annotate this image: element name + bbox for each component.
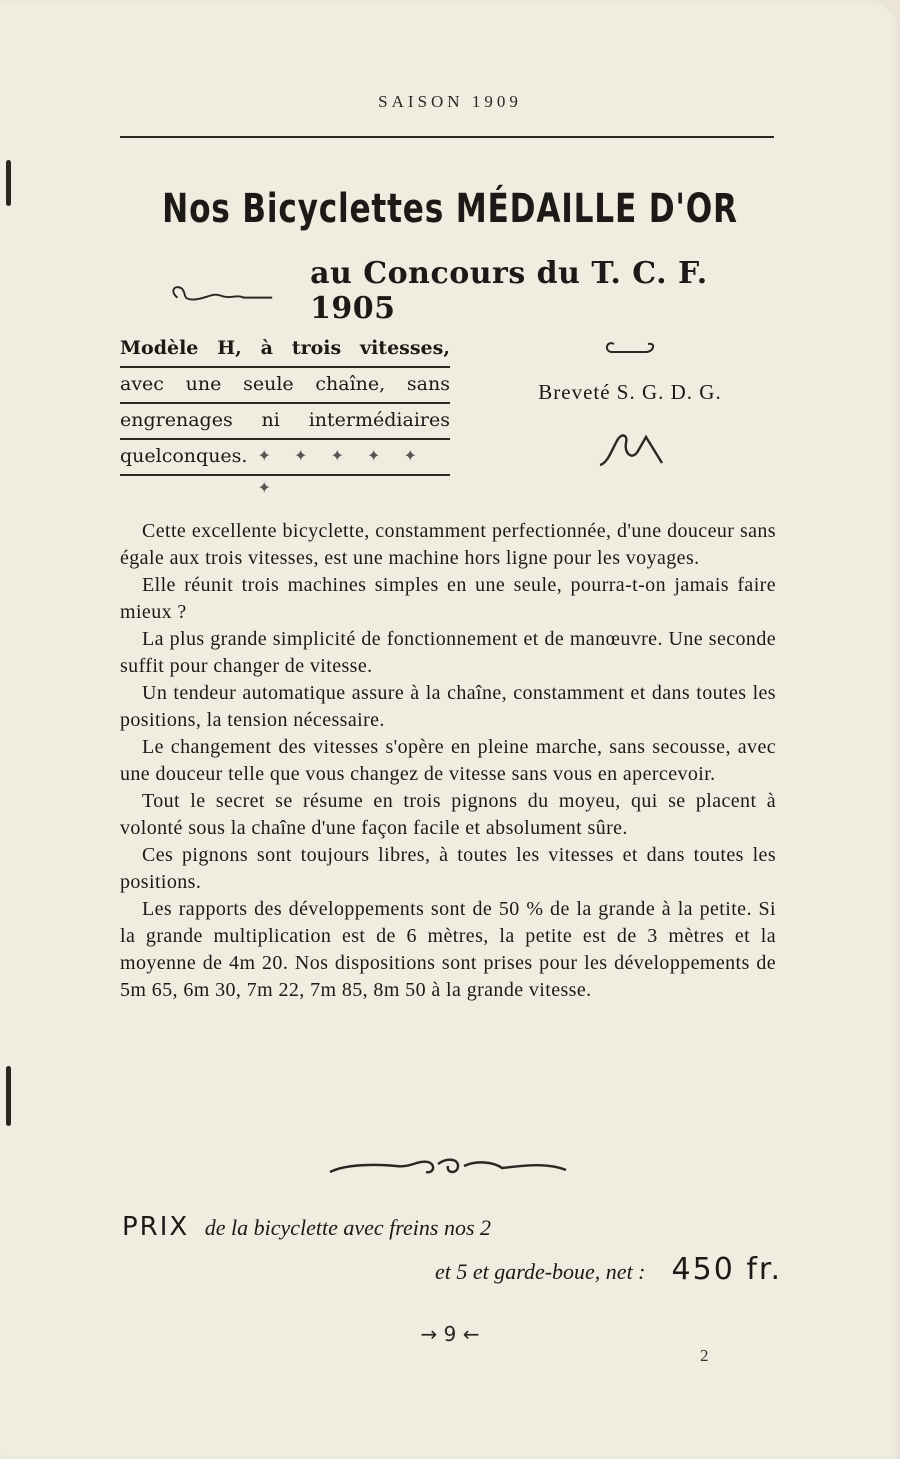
price-line — [122, 1252, 782, 1287]
running-header: SAISON 1909 — [378, 92, 522, 111]
paragraph: Le changement des vitesses s'opère en pleine marche, sans secousse, avec une douceur telle que vous changez de vitesse sans vous en apercevoir. — [120, 736, 776, 785]
subtitle-row — [168, 256, 778, 326]
word: une — [185, 373, 222, 395]
word: intermédiaires — [308, 409, 450, 431]
paragraph: La plus grande simplicité de fonctionnement et de manœuvre. Une seconde suffit pour changer de vitesse. — [120, 628, 776, 677]
flourish-ornament-icon — [592, 429, 668, 469]
divider-ornament-icon — [326, 1152, 570, 1182]
paragraph: Cette excellente bicyclette, constamment perfectionnée, d'une douceur sans égale aux trois vitesses, est une machine hors ligne pour les voyages. — [120, 520, 776, 569]
model-line — [120, 332, 450, 368]
word: chaîne, — [315, 373, 386, 395]
model-line — [120, 368, 450, 404]
model-description — [120, 332, 450, 497]
patent-notice: Breveté S. G. D. G. — [538, 380, 722, 404]
word: trois — [291, 337, 342, 359]
swash-ornament-icon — [168, 278, 274, 304]
binding-mark — [6, 1066, 11, 1126]
paragraph: Tout le secret se résume en trois pignons du moyeu, qui se placent à volonté sous la chaîne d'une façon facile et absolument sûre. — [120, 790, 776, 839]
page-number: → 9 ← — [420, 1322, 480, 1346]
binding-mark — [6, 160, 11, 206]
word: quelconques. — [120, 445, 248, 467]
price-description: et 5 et garde-boue, net : — [434, 1259, 646, 1284]
signature-mark: 2 — [700, 1346, 709, 1365]
word: Modèle — [120, 337, 199, 359]
word: seule — [243, 373, 294, 395]
patent-block — [520, 336, 740, 469]
word: avec — [120, 373, 164, 395]
word: vitesses, — [360, 337, 450, 359]
paragraph: Elle réunit trois machines simples en une seule, pourra-t-on jamais faire mieux ? — [120, 574, 776, 623]
paragraph: Ces pignons sont toujours libres, à toutes les vitesses et dans toutes les positions. — [120, 844, 776, 893]
paragraph: Les rapports des développements sont de 50 % de la grande à la petite. Si la grande multiplication est de 6 mètres, la petite est de 3 mètres et la moyenne de 4m 20. Nos dispositions sont prises pour les développements de 5m 65, 6m 30, 7m 22, 7m 85, 8m 50 à la grande vitesse. — [120, 898, 776, 1001]
word: engrenages — [120, 409, 233, 431]
page-title: Nos Bicyclettes MÉDAILLE D'OR — [162, 186, 738, 232]
price-block — [122, 1212, 782, 1287]
subtitle: au Concours du T. C. F. 1905 — [310, 256, 708, 326]
paragraph: Un tendeur automatique assure à la chaîne, constamment et dans toutes les positions, la tension nécessaire. — [120, 682, 776, 731]
star-ornament-icon: ✦ ✦ ✦ ✦ ✦ ✦ — [257, 446, 426, 497]
word: sans — [406, 373, 450, 395]
price-line — [122, 1212, 782, 1242]
scroll-ornament-icon — [600, 336, 660, 358]
model-line — [120, 404, 450, 440]
price-label: PRIX — [122, 1212, 190, 1242]
word: ni — [261, 409, 280, 431]
model-line — [120, 440, 450, 497]
word: à — [260, 337, 273, 359]
body-text — [120, 518, 776, 1004]
word: H, — [217, 337, 242, 359]
price-description: de la bicyclette avec freins nos 2 — [204, 1215, 492, 1240]
price-amount: 450 fr. — [671, 1252, 782, 1287]
header-rule — [120, 136, 774, 138]
